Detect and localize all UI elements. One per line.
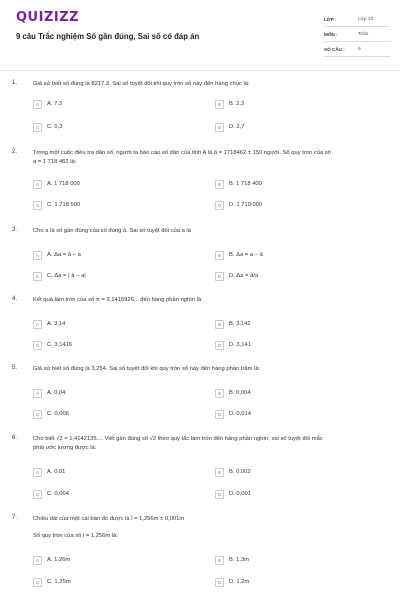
question-number: 7. [12, 515, 18, 521]
option-letter-box: D [215, 272, 224, 281]
meta-value: 9 [358, 46, 361, 52]
option-letter-box: B [215, 251, 224, 260]
option-letter-box: A [33, 320, 42, 329]
option-text: C. 0,3 [47, 124, 63, 130]
meta-table [324, 12, 390, 57]
question-text [33, 435, 387, 453]
option-letter-box: C [33, 201, 42, 210]
option-a[interactable] [33, 555, 193, 565]
option-text: A. 3,14 [47, 321, 66, 327]
option-text: B. 1,3m [229, 557, 249, 563]
option-letter-box: B [215, 468, 224, 477]
question-text-line: phải ước lượng được là: [33, 445, 97, 451]
option-letter-box: B [215, 389, 224, 398]
option-letter-box: C [33, 341, 42, 350]
option-letter-box: B [215, 180, 224, 189]
option-text: B. 2,3 [229, 101, 245, 107]
question-text [33, 80, 387, 89]
question-text-line: Cho biết √2 = 1,4142135.... Viết gần đúng số √2 theo quy tắc làm tròn đến hàng phần nghìn, sai số tuyệt đối mắc [33, 436, 323, 442]
question-number: 1. [12, 80, 18, 86]
option-d[interactable] [215, 409, 375, 419]
question-number: 4. [12, 296, 18, 302]
option-d[interactable] [215, 340, 375, 350]
option-d[interactable] [215, 577, 375, 587]
question-text-line: Trong một cuộc điều tra dân số, người ta báo cáo số dân của tỉnh A là ā = 1718462 ± 150 người. Số quy tròn của số [33, 150, 331, 156]
option-text: A. Δa = ā − a [47, 252, 81, 258]
option-text: A. 0,01 [47, 469, 66, 475]
option-letter-box: A [33, 100, 42, 109]
option-text: B. 3,142 [229, 321, 251, 327]
meta-row-class [324, 12, 390, 27]
option-letter-box: D [215, 490, 224, 499]
option-letter-box: D [215, 201, 224, 210]
option-text: D. 1,2m [229, 579, 250, 585]
option-letter-box: A [33, 180, 42, 189]
option-a[interactable] [33, 319, 193, 329]
question-text [33, 227, 387, 236]
option-text: D. 0,001 [229, 491, 251, 497]
option-letter-box: C [33, 272, 42, 281]
option-letter-box: C [33, 410, 42, 419]
option-text: A. 0,04 [47, 390, 66, 396]
option-a[interactable] [33, 250, 193, 260]
option-text: D. 3,141 [229, 342, 251, 348]
option-letter-box: B [215, 320, 224, 329]
option-letter-box: A [33, 556, 42, 565]
option-d[interactable] [215, 271, 375, 281]
option-letter-box: B [215, 100, 224, 109]
option-c[interactable] [33, 489, 193, 499]
option-text: B. 0,002 [229, 469, 251, 475]
option-text: B. Δa = a − ā [229, 252, 263, 258]
question-text-line: Giả sử biết số đúng là 8217,3. Sai số tuyệt đối khi quy tròn số này đến hàng chục là: [33, 81, 250, 87]
meta-value: Toán [358, 31, 369, 37]
option-letter-box: C [33, 490, 42, 499]
option-b[interactable] [215, 250, 375, 260]
option-a[interactable] [33, 467, 193, 477]
option-text: D. 1 719 000 [229, 202, 263, 208]
question-number: 3. [12, 227, 18, 233]
option-letter-box: D [215, 578, 224, 587]
option-a[interactable] [33, 179, 193, 189]
meta-key: MÔN : [324, 31, 338, 37]
option-text: D. 0,014 [229, 411, 251, 417]
option-text: B. 1 718 400 [229, 181, 262, 187]
question-text-line: Chiều dài của một cái bàn đo được là l̄ = 1,256m ± 0,001m [33, 516, 185, 522]
question-text [33, 296, 387, 305]
meta-row-count [324, 42, 390, 57]
meta-key: LỚP : [324, 16, 337, 22]
option-text: D. Δa = ā/a [229, 273, 259, 279]
meta-row-subject [324, 27, 390, 42]
option-letter-box: D [215, 341, 224, 350]
option-text: C. 0,004 [47, 491, 69, 497]
quizizz-logo: QUIZIZZ [16, 10, 80, 25]
option-a[interactable] [33, 388, 193, 398]
document-title: 9 câu Trắc nghiệm Số gần đúng, Sai số có đáp án [16, 32, 200, 41]
question-number: 2. [12, 149, 18, 155]
option-b[interactable] [215, 319, 375, 329]
option-letter-box: D [215, 123, 224, 132]
option-text: C. 0,006 [47, 411, 69, 417]
option-letter-box: A [33, 389, 42, 398]
option-text: A. 7,3 [47, 101, 63, 107]
option-d[interactable] [215, 200, 375, 210]
meta-key: SỐ CÂU : [324, 46, 345, 52]
option-b[interactable] [215, 388, 375, 398]
question-text-line: Giả sử biết số đúng là 3,254. Sai số tuyệt đối khi quy tròn số này đến hàng phần trăm là: [33, 366, 261, 372]
option-letter-box: A [33, 251, 42, 260]
option-text: A. 1,26m [47, 557, 71, 563]
question-text-line: Cho a là số gần đúng của số đúng ā. Sai số tuyệt đối của a là [33, 228, 191, 234]
question-text-line: a = 1 718 462 là: [33, 159, 77, 165]
option-letter-box: D [215, 410, 224, 419]
question-text [33, 149, 387, 167]
question-number: 6. [12, 435, 18, 441]
document-header [0, 0, 400, 70]
question-text [33, 365, 387, 374]
option-letter-box: C [33, 578, 42, 587]
option-text: B. 0,004 [229, 390, 251, 396]
option-b[interactable] [215, 179, 375, 189]
option-text: A. 1 718 000 [47, 181, 80, 187]
option-letter-box: B [215, 556, 224, 565]
option-b[interactable] [215, 467, 375, 477]
option-text: C. 3,1416 [47, 342, 73, 348]
option-d[interactable] [215, 122, 375, 132]
question-number: 5. [12, 365, 18, 371]
option-c[interactable] [33, 122, 193, 132]
option-letter-box: C [33, 123, 42, 132]
option-c[interactable] [33, 340, 193, 350]
option-text: C. 1,25m [47, 579, 71, 585]
option-text: C. 1 718 500 [47, 202, 81, 208]
option-a[interactable] [33, 99, 193, 109]
question-text-line: Kết quả làm tròn của số π = 3,1415926... đến hàng phần nghìn là: [33, 297, 203, 303]
option-c[interactable] [33, 271, 193, 281]
header-divider [0, 70, 400, 71]
question-text [33, 515, 387, 541]
option-text: D. 2,7 [229, 124, 245, 130]
question-text-line: Số quy tròn của số l = 1,256m là: [33, 533, 118, 539]
option-b[interactable] [215, 555, 375, 565]
option-c[interactable] [33, 409, 193, 419]
option-letter-box: A [33, 468, 42, 477]
meta-value: Lớp 10 [358, 16, 374, 22]
option-c[interactable] [33, 200, 193, 210]
option-c[interactable] [33, 577, 193, 587]
option-b[interactable] [215, 99, 375, 109]
option-text: C. Δa = | ā − a| [47, 273, 86, 279]
option-d[interactable] [215, 489, 375, 499]
